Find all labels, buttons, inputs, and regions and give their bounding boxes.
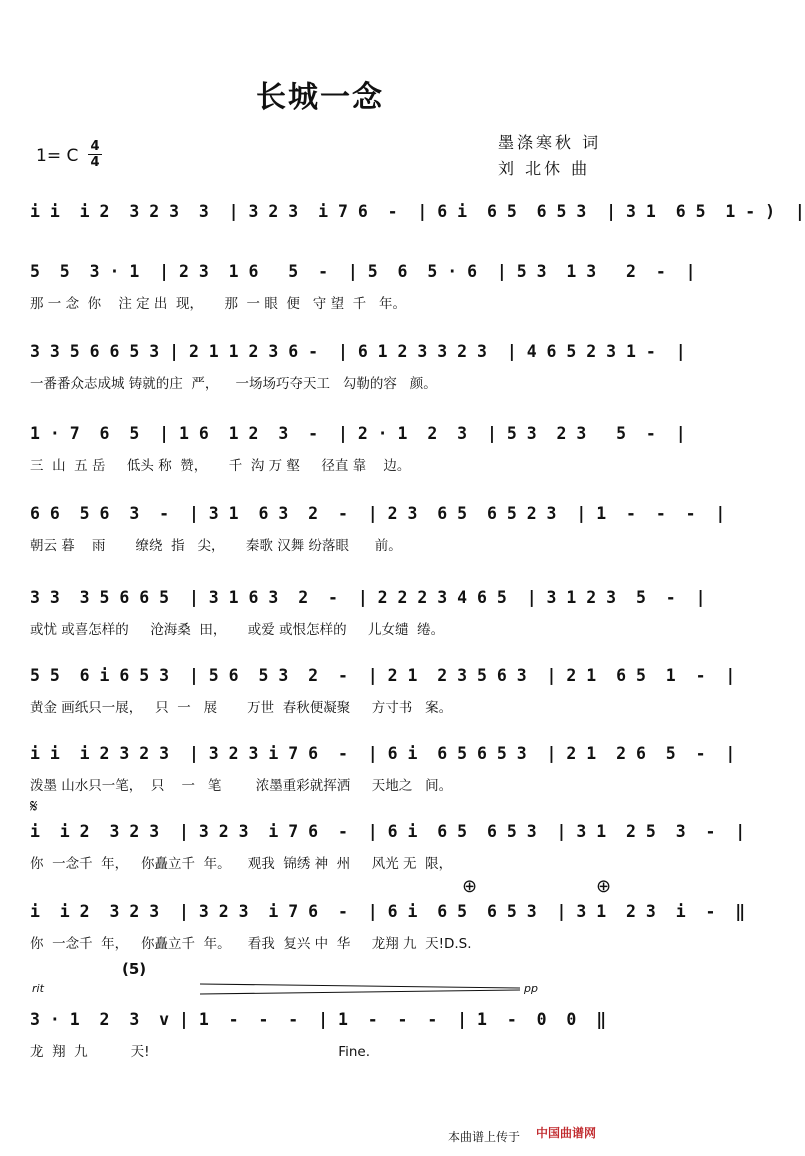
notes-line: i i i 2 3 2 3 | 3 2 3 i 7 6 - | 6 i 6 5 6 5 3 | 2 1 2 6 5 - | (30, 744, 736, 763)
time-signature-bottom: 4 (90, 155, 100, 170)
time-signature-top: 4 (90, 139, 100, 154)
notes-line: 1 · 7 6 5 | 1 6 1 2 3 - | 2 · 1 2 3 | 5 3 2 3 5 - | (30, 424, 686, 443)
rit-marking: rit (32, 982, 44, 995)
lyrics-line: 你 一念千 年， 你矗立千 年。 观我 锦绣 神 州 风光 无 限， (30, 856, 453, 872)
notes-line: 5 5 3 · 1 | 2 3 1 6 5 - | 5 6 5 · 6 | 5 3 1 3 2 - | (30, 262, 696, 281)
notes-line: 3 3 5 6 6 5 3 | 2 1 1 2 3 6 - | 6 1 2 3 3 2 3 | 4 6 5 2 3 1 - | (30, 342, 686, 361)
score-row-10 (30, 898, 746, 954)
notes-line: i i 2 3 2 3 | 3 2 3 i 7 6 - | 6 i 6 5 6 5 3 | 3 1 2 5 3 - | (30, 822, 746, 841)
composer-credit: 刘 北休 曲 (498, 159, 591, 178)
score-row-11 (30, 1006, 614, 1062)
score-row-9 (30, 818, 746, 874)
lyrics-line: 你 一念千 年， 你矗立千 年。 看我 复兴 中 华 龙翔 九 天!D.S. (30, 936, 472, 952)
score-title: 长城一念 (256, 80, 384, 115)
lyrics-line: 一番番众志成城 铸就的庄 严， 一场场巧夺天工 勾勒的容 颜。 (30, 376, 437, 392)
score-row-2 (30, 258, 696, 314)
lyricist-credit: 墨涤寒秋 词 (498, 133, 602, 152)
breath-note: (5) (122, 960, 147, 978)
key-signature: 1= C (36, 146, 79, 166)
notes-line: 3 · 1 2 3 v | 1 - - - | 1 - - - | 1 - 0 0 ‖ (30, 1010, 607, 1029)
diminuendo-hairpin (200, 982, 520, 996)
lyrics-line: 泼墨 山水只一笔， 只 一 笔 浓墨重彩就挥洒 天地之 间。 (30, 778, 453, 794)
pp-marking: pp (524, 982, 538, 995)
notes-line: 3 3 3 5 6 6 5 | 3 1 6 3 2 - | 2 2 2 3 4 6 5 | 3 1 2 3 5 - | (30, 588, 706, 607)
upload-note: 本曲谱上传于 (448, 1130, 521, 1144)
segno-sign: 𝄋 (30, 796, 38, 817)
score-row-8 (30, 740, 736, 796)
lyrics-line: 三 山 五 岳 低头 称 赞， 千 沟 万 壑 径直 靠 边。 (30, 458, 411, 474)
lyrics-line (30, 234, 614, 254)
lyrics-line: 黄金 画纸只一展， 只 一 展 万世 春秋便凝聚 方寸书 案。 (30, 700, 453, 716)
notes-line: 6 6 5 6 3 - | 3 1 6 3 2 - | 2 3 6 5 6 5 2 3 | 1 - - - | (30, 504, 726, 523)
lyrics-line: 或忧 或喜怎样的 沧海桑 田， 或爱 或恨怎样的 儿女缱 绻。 (30, 622, 445, 638)
coda-sign-end: ⊕ (596, 876, 612, 897)
lyrics-line: 朝云 暮 雨 缭绕 指 尖， 秦歌 汉舞 纷落眼 前。 (30, 538, 402, 554)
score-row-1 (30, 198, 805, 254)
site-logo: 中国曲谱网 (536, 1126, 597, 1140)
score-row-4 (30, 420, 686, 476)
coda-sign: ⊕ (462, 876, 478, 897)
lyrics-line: 龙 翔 九 天! Fine. (30, 1044, 370, 1060)
notes-line: i i 2 3 2 3 | 3 2 3 i 7 6 - | 6 i 6 5 6 5 3 | 3 1 2 3 i - ‖ (30, 902, 746, 921)
score-row-7 (30, 662, 736, 718)
lyrics-line: 那 一 念 你 注 定 出 现， 那 一 眼 便 守 望 千 年。 (30, 296, 407, 312)
score-row-5 (30, 500, 726, 556)
notes-line: i i i 2 3 2 3 3 | 3 2 3 i 7 6 - | 6 i 6 5 6 5 3 | 3 1 6 5 1 - ) | (30, 202, 805, 221)
score-row-3 (30, 338, 686, 394)
score-row-6 (30, 584, 706, 640)
time-signature (88, 140, 102, 169)
notes-line: 5 5 6 i 6 5 3 | 5 6 5 3 2 - | 2 1 2 3 5 6 3 | 2 1 6 5 1 - | (30, 666, 736, 685)
